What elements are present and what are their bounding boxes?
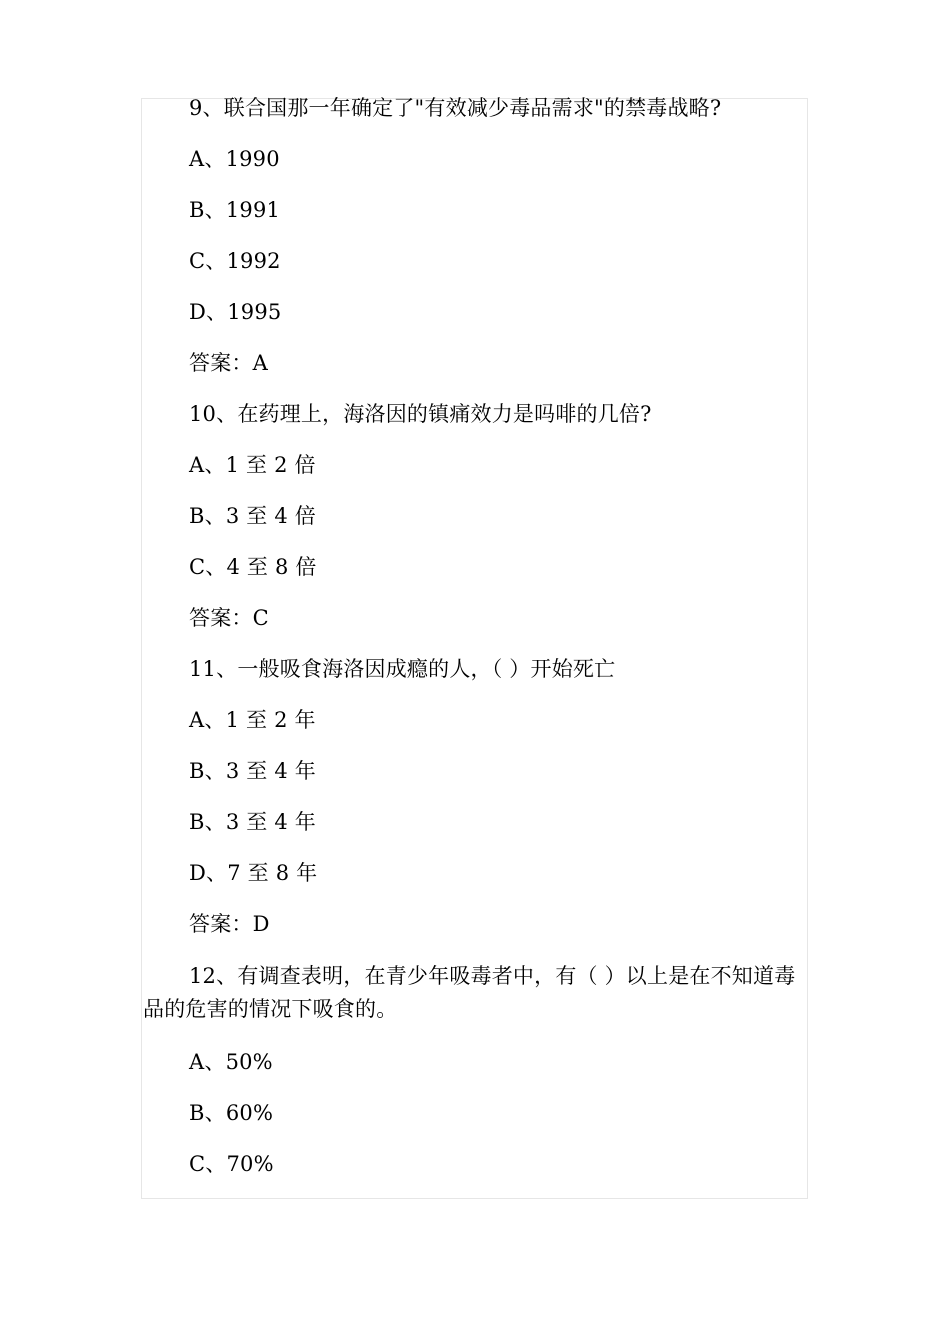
document-body xyxy=(143,93,807,1200)
question-10-option-b: B、3 至 4 倍 xyxy=(189,504,316,528)
question-11-option-b: B、3 至 4 年 xyxy=(189,759,316,783)
question-10-answer: 答案：C xyxy=(189,606,269,630)
question-11: 11、一般吸食海洛因成瘾的人，（ ）开始死亡 xyxy=(189,657,616,681)
question-12-option-a: A、50% xyxy=(189,1050,273,1074)
question-12-option-b: B、60% xyxy=(189,1101,274,1125)
question-12: 12、有调查表明，在青少年吸毒者中，有（ ）以上是在不知道毒品的危害的情况下吸食的。 xyxy=(143,964,796,1021)
question-11-option-a: A、1 至 2 年 xyxy=(189,708,316,732)
question-9: 9、联合国那一年确定了"有效减少毒品需求"的禁毒战略? xyxy=(189,96,722,120)
question-11-option-d: D、7 至 8 年 xyxy=(189,861,318,885)
question-9-option-c: C、1992 xyxy=(189,249,281,273)
question-11-option-b-repeat: B、3 至 4 年 xyxy=(189,810,316,834)
question-9-option-d: D、1995 xyxy=(189,300,282,324)
question-10: 10、在药理上，海洛因的镇痛效力是吗啡的几倍? xyxy=(189,402,652,426)
question-11-answer: 答案：D xyxy=(189,912,270,936)
question-9-answer: 答案：A xyxy=(189,351,268,375)
question-10-option-a: A、1 至 2 倍 xyxy=(189,453,316,477)
question-10-option-c: C、4 至 8 倍 xyxy=(189,555,317,579)
question-12-option-c: C、70% xyxy=(189,1152,274,1176)
question-9-option-a: A、1990 xyxy=(189,147,280,171)
question-9-option-b: B、1991 xyxy=(189,198,281,222)
